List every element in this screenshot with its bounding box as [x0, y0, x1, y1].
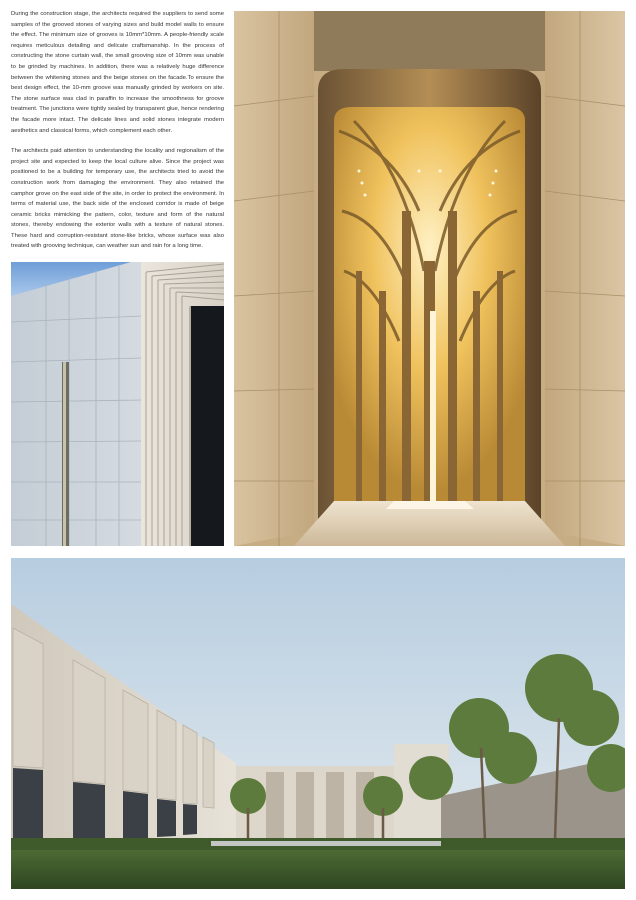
facade-detail-photo — [11, 262, 224, 546]
paragraph-construction: During the construction stage, the architects required the suppliers to send some samples of the grooved stones of varying sizes and build model walls to ensure the effect. The minimum size of grooves is 10mm*10mm. A people-friendly scale requires meticulous detailing and delicate craftsmanship. In the process of constructing the stone curtain wall, the small grooving size of 10mm was unable to be grinded by machines. In addition, there was a relatively huge difference between the whitening stones and the beige stones on the facade.To ensure the best design effect, the 10-mm groove was manually grinded by workers on site. The stone surface was clad in paraffin to increase the smoothness for groove treatment. The junctions were tightly sealed by transparent glue, hence rendering the facade more intact. The delicate lines and solid stones integrate modern aesthetics and classical forms, which complement each other. — [11, 11, 224, 134]
golden-corridor-photo — [234, 11, 625, 546]
paragraph-locality: The architects paid attention to understanding the locality and regionalism of the project site and expected to keep the local culture alive. Since the project was positioned to be a building for temporary use, the architects tried to avoid the construction work from damaging the environment. They also retained the camphor grove on the east side of the site, in order to protect the environment. In terms of material use, the back side of the enclosed corridor is made of beige ceramic bricks mimicking the pattern, color, texture and form of the natural stones, thereby endowing the exterior walls with a texture of natural stones. These hard and corruption-resistant stone-like bricks, whose surface was also treated with grooving technique, can weather sun and rain for a long time. — [11, 148, 224, 250]
courtyard-photo — [11, 558, 625, 889]
article-text — [11, 9, 224, 262]
